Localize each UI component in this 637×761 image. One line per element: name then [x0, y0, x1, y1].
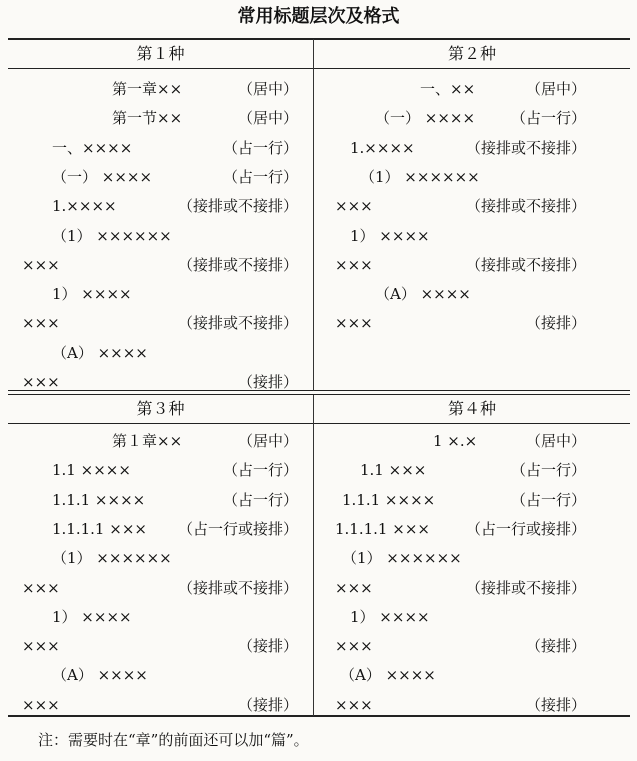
heading-format-line: （1） ××××××: [52, 549, 172, 568]
footnote: 注：需要时在“章”的前面还可以加“篇”。: [38, 731, 309, 749]
heading-format-line: 1） ××××: [52, 285, 132, 304]
heading-format-line: （一） ×××× （占一行）: [52, 167, 298, 186]
heading-format-line: 1.1.1.1 ××× （占一行或接排）: [335, 519, 586, 538]
heading-format-line: ××× （接排）: [335, 314, 586, 333]
column-divider: [313, 39, 314, 391]
heading-format-line: 1） ××××: [52, 607, 132, 626]
heading-format-line: ××× （接排或不接排）: [22, 255, 298, 274]
heading-format-line: （1） ××××××: [360, 167, 480, 186]
heading-format-line: 第一章×× （居中）: [112, 80, 298, 98]
heading-format-line: 第１章×× （居中）: [112, 432, 298, 450]
heading-format-line: 1） ××××: [350, 226, 430, 245]
heading-format-line: ××× （接排）: [22, 637, 298, 656]
heading-format-line: ××× （接排）: [335, 637, 586, 656]
heading-format-line: 1.1.1.1 ××× （占一行或接排）: [52, 519, 298, 538]
heading-format-line: 一、×××× （占一行）: [52, 138, 298, 157]
heading-format-line: （A） ××××: [375, 285, 471, 304]
heading-format-line: 1.1 ×××× （占一行）: [52, 461, 298, 480]
page-title: 常用标题层次及格式: [237, 6, 400, 27]
heading-format-line: 一、×× （居中）: [420, 80, 586, 98]
heading-format-line: （1） ××××××: [52, 226, 172, 245]
header-type-1: 第１种: [136, 44, 185, 63]
heading-format-line: （A） ××××: [52, 343, 148, 362]
heading-format-line: ××× （接排）: [22, 373, 298, 391]
heading-format-line: ××× （接排或不接排）: [335, 578, 586, 597]
heading-format-line: （一） ×××× （占一行）: [375, 109, 586, 128]
heading-format-line: ××× （接排）: [335, 695, 586, 714]
header-type-3: 第３种: [136, 399, 185, 418]
heading-format-line: 1） ××××: [350, 607, 430, 626]
heading-format-line: 1.×××× （接排或不接排）: [52, 197, 298, 216]
heading-format-line: ××× （接排）: [22, 695, 298, 714]
column-divider: [313, 395, 314, 716]
heading-format-line: ××× （接排或不接排）: [22, 578, 298, 597]
heading-format-line: 1.1.1 ×××× （占一行）: [52, 490, 298, 509]
heading-format-line: 1.1 ××× （占一行）: [360, 461, 586, 480]
heading-format-line: （A） ××××: [340, 666, 436, 685]
heading-format-line: ××× （接排或不接排）: [335, 197, 586, 216]
heading-format-line: （A） ××××: [52, 666, 148, 685]
heading-format-line: 1.1.1 ×××× （占一行）: [342, 490, 586, 509]
heading-format-line: 1.×××× （接排或不接排）: [350, 138, 586, 157]
heading-format-line: 第一节×× （居中）: [112, 109, 298, 128]
heading-format-line: ××× （接排或不接排）: [22, 314, 298, 333]
header-type-2: 第２种: [447, 44, 496, 63]
heading-format-line: 1 ×.× （居中）: [433, 432, 586, 450]
heading-format-line: （1） ××××××: [342, 549, 462, 568]
heading-format-line: ××× （接排或不接排）: [335, 255, 586, 274]
header-type-4: 第４种: [447, 399, 496, 418]
